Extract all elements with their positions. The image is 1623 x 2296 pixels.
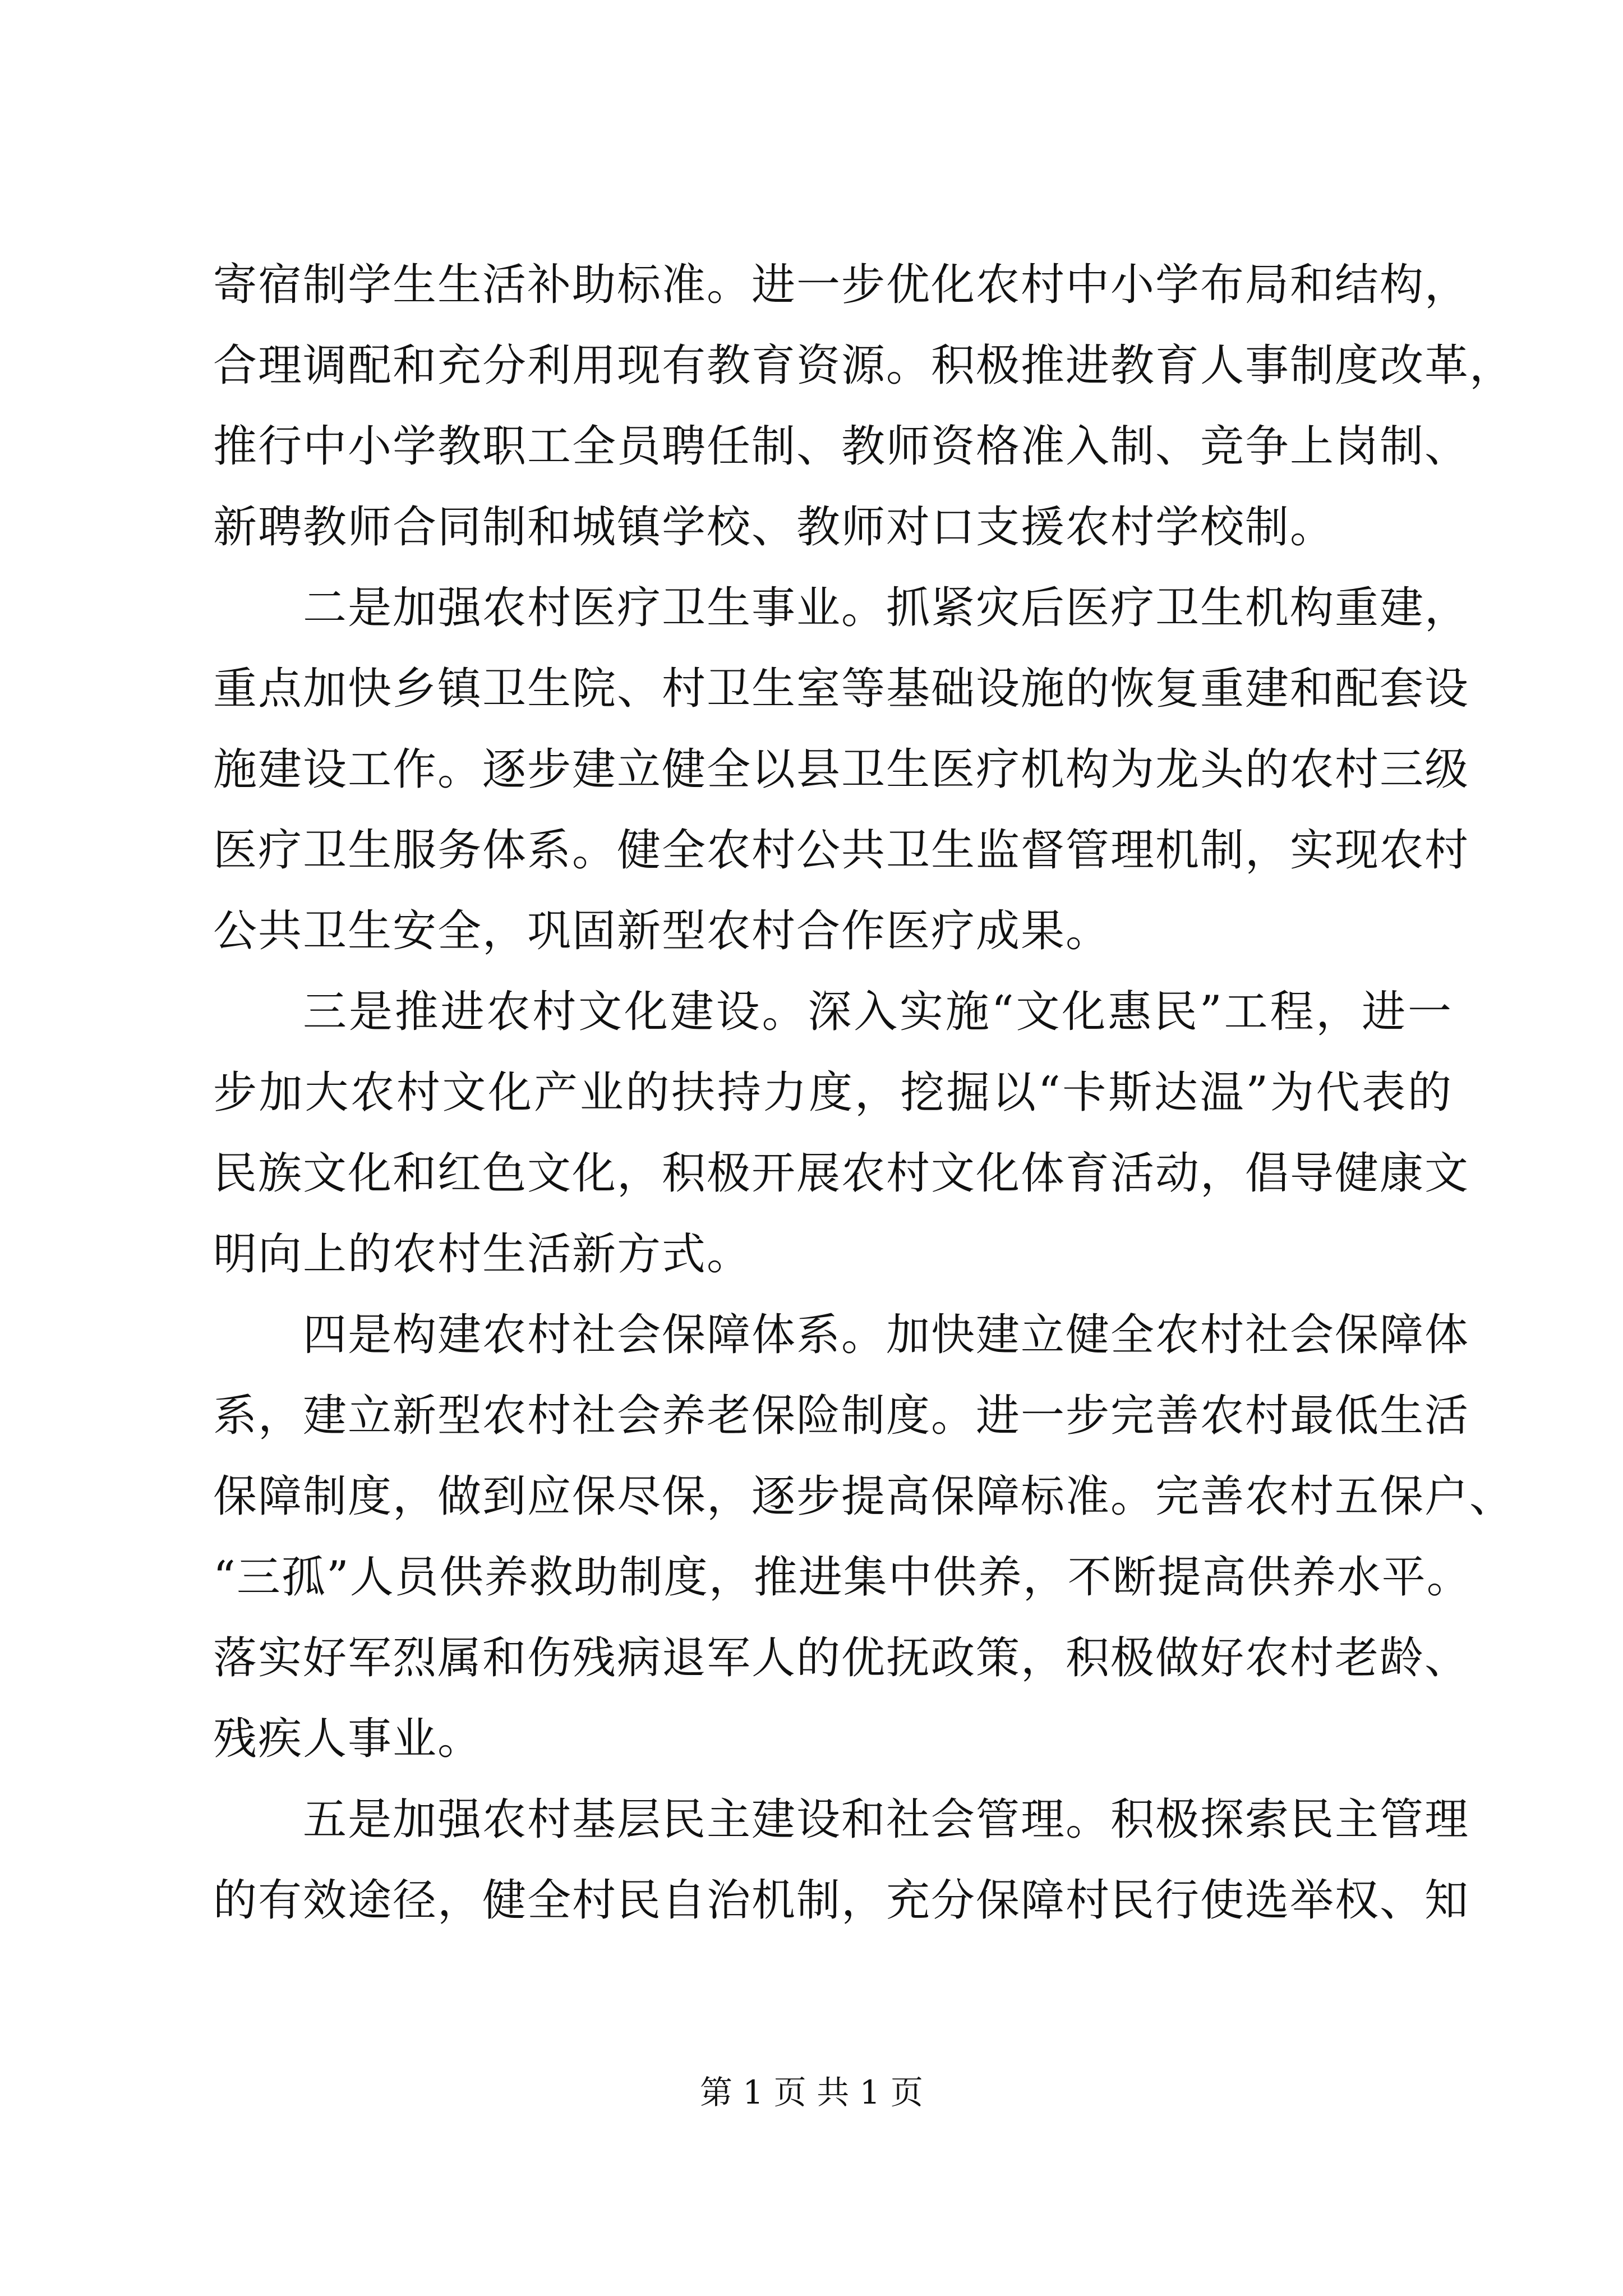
text-line: 系，建立新型农村社会养老保险制度。进一步完善农村最低生活: [213, 1391, 1470, 1441]
text-line: 寄宿制学生生活补助标准。进一步优化农村中小学布局和结构，: [213, 260, 1470, 310]
paragraph-start-line: 五是加强农村基层民主建设和社会管理。积极探索民主管理: [303, 1795, 1470, 1845]
text-line: 新聘教师合同制和城镇学校、教师对口支援农村学校制。: [213, 502, 1335, 553]
text-line: 民族文化和红色文化，积极开展农村文化体育活动，倡导健康文: [213, 1148, 1470, 1199]
text-line: 步加大农村文化产业的扶持力度，挖掘以“卡斯达温”为代表的: [213, 1068, 1453, 1118]
page-number-footer: 第 1 页 共 1 页: [700, 2073, 923, 2111]
text-line: 施建设工作。逐步建立健全以县卫生医疗机构为龙头的农村三级: [213, 744, 1470, 795]
document-body: [213, 245, 1515, 1941]
text-line: “三孤”人员供养救助制度，推进集中供养，不断提高供养水平。: [213, 1552, 1472, 1603]
text-line: 推行中小学教职工全员聘任制、教师资格准入制、竞争上岗制、: [213, 421, 1470, 472]
text-line: 保障制度，做到应保尽保，逐步提高保障标准。完善农村五保户、: [213, 1471, 1515, 1522]
paragraph-start-line: 四是构建农村社会保障体系。加快建立健全农村社会保障体: [303, 1310, 1470, 1360]
text-line: 残疾人事业。: [213, 1714, 483, 1764]
text-line: 落实好军烈属和伤残病退军人的优抚政策，积极做好农村老龄、: [213, 1633, 1470, 1683]
paragraph-start-line: 三是推进农村文化建设。深入实施“文化惠民”工程，进一: [303, 987, 1453, 1037]
text-line: 合理调配和充分利用现有教育资源。积极推进教育人事制度改革，: [213, 341, 1515, 391]
text-line: 公共卫生安全，巩固新型农村合作医疗成果。: [213, 906, 1111, 956]
text-line: 明向上的农村生活新方式。: [213, 1229, 752, 1280]
text-line: 的有效途径，健全村民自治机制，充分保障村民行使选举权、知: [213, 1875, 1470, 1926]
text-line: 医疗卫生服务体系。健全农村公共卫生监督管理机制，实现农村: [213, 825, 1470, 876]
paragraph-start-line: 二是加强农村医疗卫生事业。抓紧灾后医疗卫生机构重建，: [303, 583, 1470, 633]
text-line: 重点加快乡镇卫生院、村卫生室等基础设施的恢复重建和配套设: [213, 664, 1470, 714]
